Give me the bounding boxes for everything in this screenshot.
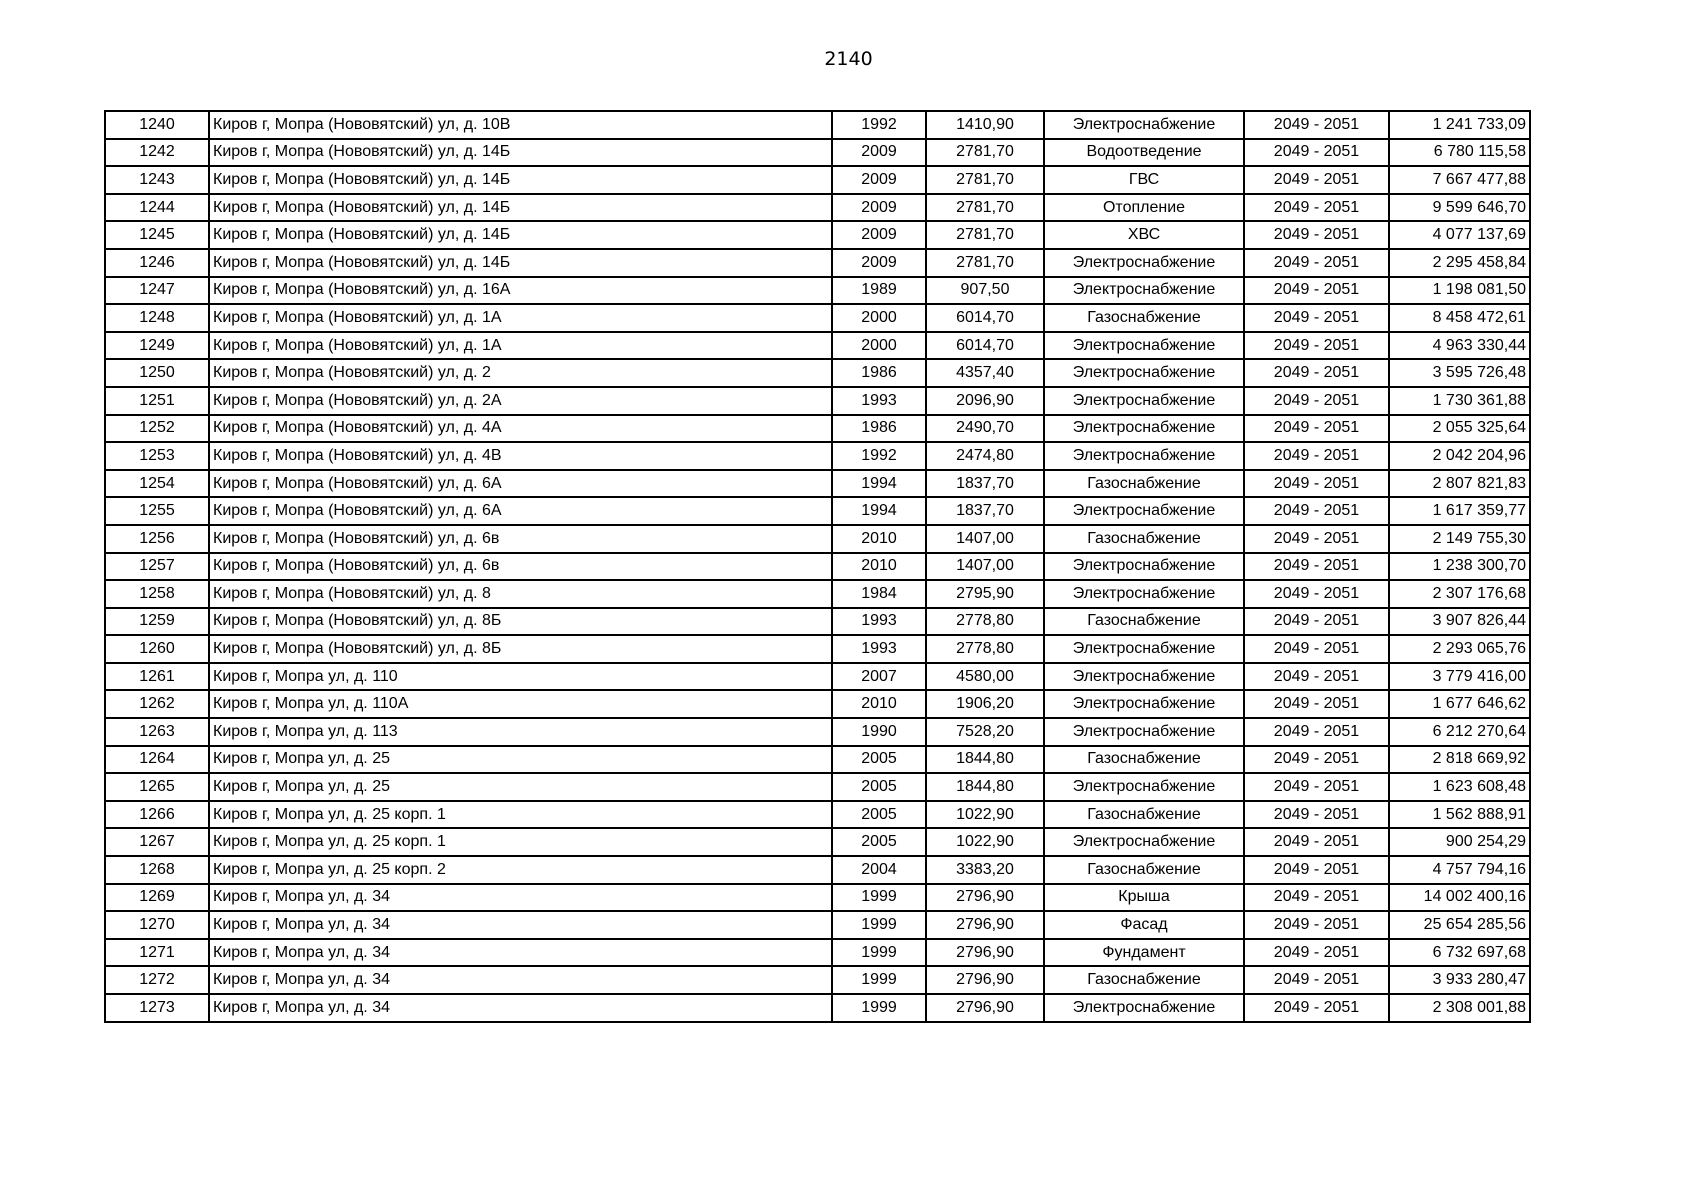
table-row bbox=[105, 884, 1530, 912]
build-year-cell: 2005 bbox=[832, 746, 926, 774]
period-cell: 2049 - 2051 bbox=[1244, 884, 1389, 912]
address-cell: Киров г, Мопра (Нововятский) ул, д. 1А bbox=[209, 332, 832, 360]
period-cell: 2049 - 2051 bbox=[1244, 663, 1389, 691]
area-cell: 1407,00 bbox=[926, 525, 1044, 553]
cost-cell: 2 293 065,76 bbox=[1389, 635, 1530, 663]
table-row bbox=[105, 111, 1530, 139]
period-cell: 2049 - 2051 bbox=[1244, 470, 1389, 498]
work-type-cell: Электроснабжение bbox=[1044, 497, 1244, 525]
row-number-cell: 1270 bbox=[105, 911, 209, 939]
cost-cell: 25 654 285,56 bbox=[1389, 911, 1530, 939]
work-type-cell: Электроснабжение bbox=[1044, 415, 1244, 443]
work-type-cell: ГВС bbox=[1044, 166, 1244, 194]
address-cell: Киров г, Мопра ул, д. 113 bbox=[209, 718, 832, 746]
row-number-cell: 1251 bbox=[105, 387, 209, 415]
table-row bbox=[105, 332, 1530, 360]
build-year-cell: 2009 bbox=[832, 139, 926, 167]
table-row bbox=[105, 828, 1530, 856]
address-cell: Киров г, Мопра ул, д. 110 bbox=[209, 663, 832, 691]
area-cell: 2796,90 bbox=[926, 911, 1044, 939]
row-number-cell: 1255 bbox=[105, 497, 209, 525]
work-type-cell: Газоснабжение bbox=[1044, 746, 1244, 774]
build-year-cell: 1993 bbox=[832, 387, 926, 415]
period-cell: 2049 - 2051 bbox=[1244, 773, 1389, 801]
cost-cell: 900 254,29 bbox=[1389, 828, 1530, 856]
work-type-cell: Газоснабжение bbox=[1044, 608, 1244, 636]
build-year-cell: 2000 bbox=[832, 332, 926, 360]
row-number-cell: 1261 bbox=[105, 663, 209, 691]
address-cell: Киров г, Мопра (Нововятский) ул, д. 4А bbox=[209, 415, 832, 443]
table-row bbox=[105, 746, 1530, 774]
area-cell: 4580,00 bbox=[926, 663, 1044, 691]
table-row bbox=[105, 911, 1530, 939]
work-type-cell: Электроснабжение bbox=[1044, 553, 1244, 581]
build-year-cell: 1999 bbox=[832, 884, 926, 912]
row-number-cell: 1253 bbox=[105, 442, 209, 470]
cost-cell: 2 295 458,84 bbox=[1389, 249, 1530, 277]
address-cell: Киров г, Мопра (Нововятский) ул, д. 2 bbox=[209, 359, 832, 387]
build-year-cell: 2000 bbox=[832, 304, 926, 332]
build-year-cell: 1984 bbox=[832, 580, 926, 608]
row-number-cell: 1256 bbox=[105, 525, 209, 553]
area-cell: 1837,70 bbox=[926, 470, 1044, 498]
table-row bbox=[105, 277, 1530, 305]
period-cell: 2049 - 2051 bbox=[1244, 111, 1389, 139]
area-cell: 1837,70 bbox=[926, 497, 1044, 525]
address-cell: Киров г, Мопра ул, д. 25 корп. 1 bbox=[209, 828, 832, 856]
build-year-cell: 1999 bbox=[832, 911, 926, 939]
table-row bbox=[105, 221, 1530, 249]
area-cell: 2796,90 bbox=[926, 939, 1044, 967]
period-cell: 2049 - 2051 bbox=[1244, 746, 1389, 774]
table-row bbox=[105, 690, 1530, 718]
build-year-cell: 2010 bbox=[832, 690, 926, 718]
area-cell: 3383,20 bbox=[926, 856, 1044, 884]
area-cell: 2474,80 bbox=[926, 442, 1044, 470]
address-cell: Киров г, Мопра ул, д. 25 bbox=[209, 773, 832, 801]
period-cell: 2049 - 2051 bbox=[1244, 525, 1389, 553]
build-year-cell: 2004 bbox=[832, 856, 926, 884]
cost-cell: 1 238 300,70 bbox=[1389, 553, 1530, 581]
address-cell: Киров г, Мопра (Нововятский) ул, д. 14Б bbox=[209, 139, 832, 167]
address-cell: Киров г, Мопра ул, д. 110А bbox=[209, 690, 832, 718]
address-cell: Киров г, Мопра (Нововятский) ул, д. 14Б bbox=[209, 221, 832, 249]
cost-cell: 8 458 472,61 bbox=[1389, 304, 1530, 332]
period-cell: 2049 - 2051 bbox=[1244, 194, 1389, 222]
area-cell: 1844,80 bbox=[926, 746, 1044, 774]
table-row bbox=[105, 718, 1530, 746]
area-cell: 1844,80 bbox=[926, 773, 1044, 801]
table-row bbox=[105, 304, 1530, 332]
cost-cell: 3 907 826,44 bbox=[1389, 608, 1530, 636]
table-row bbox=[105, 166, 1530, 194]
table-row bbox=[105, 249, 1530, 277]
cost-cell: 2 308 001,88 bbox=[1389, 994, 1530, 1022]
cost-cell: 6 212 270,64 bbox=[1389, 718, 1530, 746]
cost-cell: 1 623 608,48 bbox=[1389, 773, 1530, 801]
period-cell: 2049 - 2051 bbox=[1244, 442, 1389, 470]
table-row bbox=[105, 773, 1530, 801]
work-type-cell: Электроснабжение bbox=[1044, 718, 1244, 746]
build-year-cell: 1999 bbox=[832, 994, 926, 1022]
table-row bbox=[105, 663, 1530, 691]
cost-cell: 1 677 646,62 bbox=[1389, 690, 1530, 718]
period-cell: 2049 - 2051 bbox=[1244, 332, 1389, 360]
address-cell: Киров г, Мопра (Нововятский) ул, д. 14Б bbox=[209, 194, 832, 222]
table-row bbox=[105, 359, 1530, 387]
period-cell: 2049 - 2051 bbox=[1244, 939, 1389, 967]
work-type-cell: Электроснабжение bbox=[1044, 249, 1244, 277]
address-cell: Киров г, Мопра (Нововятский) ул, д. 8 bbox=[209, 580, 832, 608]
row-number-cell: 1269 bbox=[105, 884, 209, 912]
period-cell: 2049 - 2051 bbox=[1244, 690, 1389, 718]
area-cell: 2796,90 bbox=[926, 994, 1044, 1022]
area-cell: 2490,70 bbox=[926, 415, 1044, 443]
cost-cell: 9 599 646,70 bbox=[1389, 194, 1530, 222]
area-cell: 2096,90 bbox=[926, 387, 1044, 415]
work-type-cell: Газоснабжение bbox=[1044, 966, 1244, 994]
row-number-cell: 1258 bbox=[105, 580, 209, 608]
build-year-cell: 2009 bbox=[832, 221, 926, 249]
row-number-cell: 1265 bbox=[105, 773, 209, 801]
row-number-cell: 1260 bbox=[105, 635, 209, 663]
cost-cell: 6 780 115,58 bbox=[1389, 139, 1530, 167]
table-row bbox=[105, 635, 1530, 663]
row-number-cell: 1272 bbox=[105, 966, 209, 994]
row-number-cell: 1246 bbox=[105, 249, 209, 277]
table-row bbox=[105, 580, 1530, 608]
address-cell: Киров г, Мопра (Нововятский) ул, д. 6А bbox=[209, 470, 832, 498]
repair-schedule-table bbox=[104, 110, 1531, 1023]
area-cell: 2778,80 bbox=[926, 608, 1044, 636]
period-cell: 2049 - 2051 bbox=[1244, 580, 1389, 608]
work-type-cell: Отопление bbox=[1044, 194, 1244, 222]
row-number-cell: 1250 bbox=[105, 359, 209, 387]
build-year-cell: 2009 bbox=[832, 249, 926, 277]
area-cell: 1906,20 bbox=[926, 690, 1044, 718]
area-cell: 2781,70 bbox=[926, 249, 1044, 277]
build-year-cell: 1999 bbox=[832, 966, 926, 994]
row-number-cell: 1257 bbox=[105, 553, 209, 581]
build-year-cell: 2010 bbox=[832, 525, 926, 553]
cost-cell: 2 055 325,64 bbox=[1389, 415, 1530, 443]
row-number-cell: 1268 bbox=[105, 856, 209, 884]
cost-cell: 14 002 400,16 bbox=[1389, 884, 1530, 912]
area-cell: 1022,90 bbox=[926, 828, 1044, 856]
address-cell: Киров г, Мопра (Нововятский) ул, д. 14Б bbox=[209, 166, 832, 194]
build-year-cell: 2010 bbox=[832, 553, 926, 581]
area-cell: 2781,70 bbox=[926, 139, 1044, 167]
work-type-cell: Фасад bbox=[1044, 911, 1244, 939]
address-cell: Киров г, Мопра ул, д. 34 bbox=[209, 939, 832, 967]
table-row bbox=[105, 801, 1530, 829]
work-type-cell: Электроснабжение bbox=[1044, 359, 1244, 387]
work-type-cell: ХВС bbox=[1044, 221, 1244, 249]
row-number-cell: 1244 bbox=[105, 194, 209, 222]
work-type-cell: Водоотведение bbox=[1044, 139, 1244, 167]
area-cell: 7528,20 bbox=[926, 718, 1044, 746]
cost-cell: 4 077 137,69 bbox=[1389, 221, 1530, 249]
table-row bbox=[105, 553, 1530, 581]
table-row bbox=[105, 608, 1530, 636]
area-cell: 2796,90 bbox=[926, 966, 1044, 994]
build-year-cell: 1994 bbox=[832, 470, 926, 498]
work-type-cell: Электроснабжение bbox=[1044, 773, 1244, 801]
row-number-cell: 1249 bbox=[105, 332, 209, 360]
work-type-cell: Электроснабжение bbox=[1044, 277, 1244, 305]
address-cell: Киров г, Мопра (Нововятский) ул, д. 2А bbox=[209, 387, 832, 415]
build-year-cell: 2005 bbox=[832, 801, 926, 829]
row-number-cell: 1264 bbox=[105, 746, 209, 774]
build-year-cell: 1993 bbox=[832, 635, 926, 663]
address-cell: Киров г, Мопра (Нововятский) ул, д. 8Б bbox=[209, 635, 832, 663]
work-type-cell: Электроснабжение bbox=[1044, 387, 1244, 415]
area-cell: 1407,00 bbox=[926, 553, 1044, 581]
period-cell: 2049 - 2051 bbox=[1244, 856, 1389, 884]
period-cell: 2049 - 2051 bbox=[1244, 415, 1389, 443]
work-type-cell: Газоснабжение bbox=[1044, 856, 1244, 884]
area-cell: 2796,90 bbox=[926, 884, 1044, 912]
cost-cell: 1 617 359,77 bbox=[1389, 497, 1530, 525]
row-number-cell: 1245 bbox=[105, 221, 209, 249]
table-row bbox=[105, 415, 1530, 443]
area-cell: 6014,70 bbox=[926, 332, 1044, 360]
address-cell: Киров г, Мопра (Нововятский) ул, д. 1А bbox=[209, 304, 832, 332]
row-number-cell: 1242 bbox=[105, 139, 209, 167]
cost-cell: 1 198 081,50 bbox=[1389, 277, 1530, 305]
cost-cell: 7 667 477,88 bbox=[1389, 166, 1530, 194]
address-cell: Киров г, Мопра (Нововятский) ул, д. 6в bbox=[209, 553, 832, 581]
address-cell: Киров г, Мопра (Нововятский) ул, д. 4В bbox=[209, 442, 832, 470]
address-cell: Киров г, Мопра (Нововятский) ул, д. 14Б bbox=[209, 249, 832, 277]
address-cell: Киров г, Мопра ул, д. 25 корп. 1 bbox=[209, 801, 832, 829]
address-cell: Киров г, Мопра (Нововятский) ул, д. 8Б bbox=[209, 608, 832, 636]
table-row bbox=[105, 966, 1530, 994]
cost-cell: 3 779 416,00 bbox=[1389, 663, 1530, 691]
table-row bbox=[105, 470, 1530, 498]
work-type-cell: Электроснабжение bbox=[1044, 994, 1244, 1022]
row-number-cell: 1259 bbox=[105, 608, 209, 636]
work-type-cell: Электроснабжение bbox=[1044, 635, 1244, 663]
work-type-cell: Электроснабжение bbox=[1044, 332, 1244, 360]
period-cell: 2049 - 2051 bbox=[1244, 966, 1389, 994]
row-number-cell: 1267 bbox=[105, 828, 209, 856]
address-cell: Киров г, Мопра ул, д. 34 bbox=[209, 994, 832, 1022]
cost-cell: 2 818 669,92 bbox=[1389, 746, 1530, 774]
work-type-cell: Крыша bbox=[1044, 884, 1244, 912]
period-cell: 2049 - 2051 bbox=[1244, 497, 1389, 525]
address-cell: Киров г, Мопра ул, д. 25 корп. 2 bbox=[209, 856, 832, 884]
cost-cell: 6 732 697,68 bbox=[1389, 939, 1530, 967]
period-cell: 2049 - 2051 bbox=[1244, 635, 1389, 663]
build-year-cell: 1986 bbox=[832, 359, 926, 387]
table-row bbox=[105, 856, 1530, 884]
period-cell: 2049 - 2051 bbox=[1244, 166, 1389, 194]
area-cell: 2781,70 bbox=[926, 166, 1044, 194]
address-cell: Киров г, Мопра ул, д. 34 bbox=[209, 884, 832, 912]
area-cell: 907,50 bbox=[926, 277, 1044, 305]
address-cell: Киров г, Мопра ул, д. 25 bbox=[209, 746, 832, 774]
table-row bbox=[105, 525, 1530, 553]
work-type-cell: Газоснабжение bbox=[1044, 525, 1244, 553]
area-cell: 1410,90 bbox=[926, 111, 1044, 139]
period-cell: 2049 - 2051 bbox=[1244, 249, 1389, 277]
table-body bbox=[105, 111, 1530, 1022]
period-cell: 2049 - 2051 bbox=[1244, 139, 1389, 167]
build-year-cell: 1989 bbox=[832, 277, 926, 305]
cost-cell: 4 963 330,44 bbox=[1389, 332, 1530, 360]
cost-cell: 2 807 821,83 bbox=[1389, 470, 1530, 498]
address-cell: Киров г, Мопра (Нововятский) ул, д. 10В bbox=[209, 111, 832, 139]
period-cell: 2049 - 2051 bbox=[1244, 553, 1389, 581]
build-year-cell: 2005 bbox=[832, 828, 926, 856]
work-type-cell: Электроснабжение bbox=[1044, 828, 1244, 856]
address-cell: Киров г, Мопра ул, д. 34 bbox=[209, 966, 832, 994]
row-number-cell: 1240 bbox=[105, 111, 209, 139]
cost-cell: 1 562 888,91 bbox=[1389, 801, 1530, 829]
cost-cell: 3 933 280,47 bbox=[1389, 966, 1530, 994]
work-type-cell: Электроснабжение bbox=[1044, 111, 1244, 139]
table-row bbox=[105, 194, 1530, 222]
work-type-cell: Электроснабжение bbox=[1044, 580, 1244, 608]
area-cell: 2795,90 bbox=[926, 580, 1044, 608]
page-number: 2140 bbox=[824, 48, 873, 70]
address-cell: Киров г, Мопра (Нововятский) ул, д. 16А bbox=[209, 277, 832, 305]
area-cell: 2778,80 bbox=[926, 635, 1044, 663]
work-type-cell: Фундамент bbox=[1044, 939, 1244, 967]
period-cell: 2049 - 2051 bbox=[1244, 801, 1389, 829]
build-year-cell: 2009 bbox=[832, 166, 926, 194]
row-number-cell: 1243 bbox=[105, 166, 209, 194]
build-year-cell: 2005 bbox=[832, 773, 926, 801]
cost-cell: 1 730 361,88 bbox=[1389, 387, 1530, 415]
build-year-cell: 1992 bbox=[832, 442, 926, 470]
area-cell: 2781,70 bbox=[926, 194, 1044, 222]
table-row bbox=[105, 994, 1530, 1022]
work-type-cell: Газоснабжение bbox=[1044, 801, 1244, 829]
work-type-cell: Электроснабжение bbox=[1044, 690, 1244, 718]
area-cell: 4357,40 bbox=[926, 359, 1044, 387]
cost-cell: 2 307 176,68 bbox=[1389, 580, 1530, 608]
build-year-cell: 1986 bbox=[832, 415, 926, 443]
period-cell: 2049 - 2051 bbox=[1244, 718, 1389, 746]
row-number-cell: 1271 bbox=[105, 939, 209, 967]
row-number-cell: 1252 bbox=[105, 415, 209, 443]
build-year-cell: 1994 bbox=[832, 497, 926, 525]
work-type-cell: Газоснабжение bbox=[1044, 304, 1244, 332]
row-number-cell: 1254 bbox=[105, 470, 209, 498]
period-cell: 2049 - 2051 bbox=[1244, 221, 1389, 249]
build-year-cell: 1990 bbox=[832, 718, 926, 746]
row-number-cell: 1273 bbox=[105, 994, 209, 1022]
row-number-cell: 1247 bbox=[105, 277, 209, 305]
period-cell: 2049 - 2051 bbox=[1244, 828, 1389, 856]
cost-cell: 2 149 755,30 bbox=[1389, 525, 1530, 553]
period-cell: 2049 - 2051 bbox=[1244, 387, 1389, 415]
address-cell: Киров г, Мопра (Нововятский) ул, д. 6А bbox=[209, 497, 832, 525]
row-number-cell: 1248 bbox=[105, 304, 209, 332]
work-type-cell: Электроснабжение bbox=[1044, 663, 1244, 691]
area-cell: 1022,90 bbox=[926, 801, 1044, 829]
build-year-cell: 1993 bbox=[832, 608, 926, 636]
period-cell: 2049 - 2051 bbox=[1244, 304, 1389, 332]
table-row bbox=[105, 442, 1530, 470]
table-row bbox=[105, 939, 1530, 967]
build-year-cell: 2009 bbox=[832, 194, 926, 222]
work-type-cell: Газоснабжение bbox=[1044, 470, 1244, 498]
build-year-cell: 1992 bbox=[832, 111, 926, 139]
period-cell: 2049 - 2051 bbox=[1244, 911, 1389, 939]
area-cell: 6014,70 bbox=[926, 304, 1044, 332]
row-number-cell: 1263 bbox=[105, 718, 209, 746]
period-cell: 2049 - 2051 bbox=[1244, 359, 1389, 387]
table-row bbox=[105, 387, 1530, 415]
work-type-cell: Электроснабжение bbox=[1044, 442, 1244, 470]
address-cell: Киров г, Мопра ул, д. 34 bbox=[209, 911, 832, 939]
table-row bbox=[105, 139, 1530, 167]
row-number-cell: 1262 bbox=[105, 690, 209, 718]
cost-cell: 2 042 204,96 bbox=[1389, 442, 1530, 470]
period-cell: 2049 - 2051 bbox=[1244, 994, 1389, 1022]
row-number-cell: 1266 bbox=[105, 801, 209, 829]
build-year-cell: 2007 bbox=[832, 663, 926, 691]
address-cell: Киров г, Мопра (Нововятский) ул, д. 6в bbox=[209, 525, 832, 553]
build-year-cell: 1999 bbox=[832, 939, 926, 967]
cost-cell: 3 595 726,48 bbox=[1389, 359, 1530, 387]
period-cell: 2049 - 2051 bbox=[1244, 608, 1389, 636]
cost-cell: 1 241 733,09 bbox=[1389, 111, 1530, 139]
area-cell: 2781,70 bbox=[926, 221, 1044, 249]
table-row bbox=[105, 497, 1530, 525]
period-cell: 2049 - 2051 bbox=[1244, 277, 1389, 305]
cost-cell: 4 757 794,16 bbox=[1389, 856, 1530, 884]
